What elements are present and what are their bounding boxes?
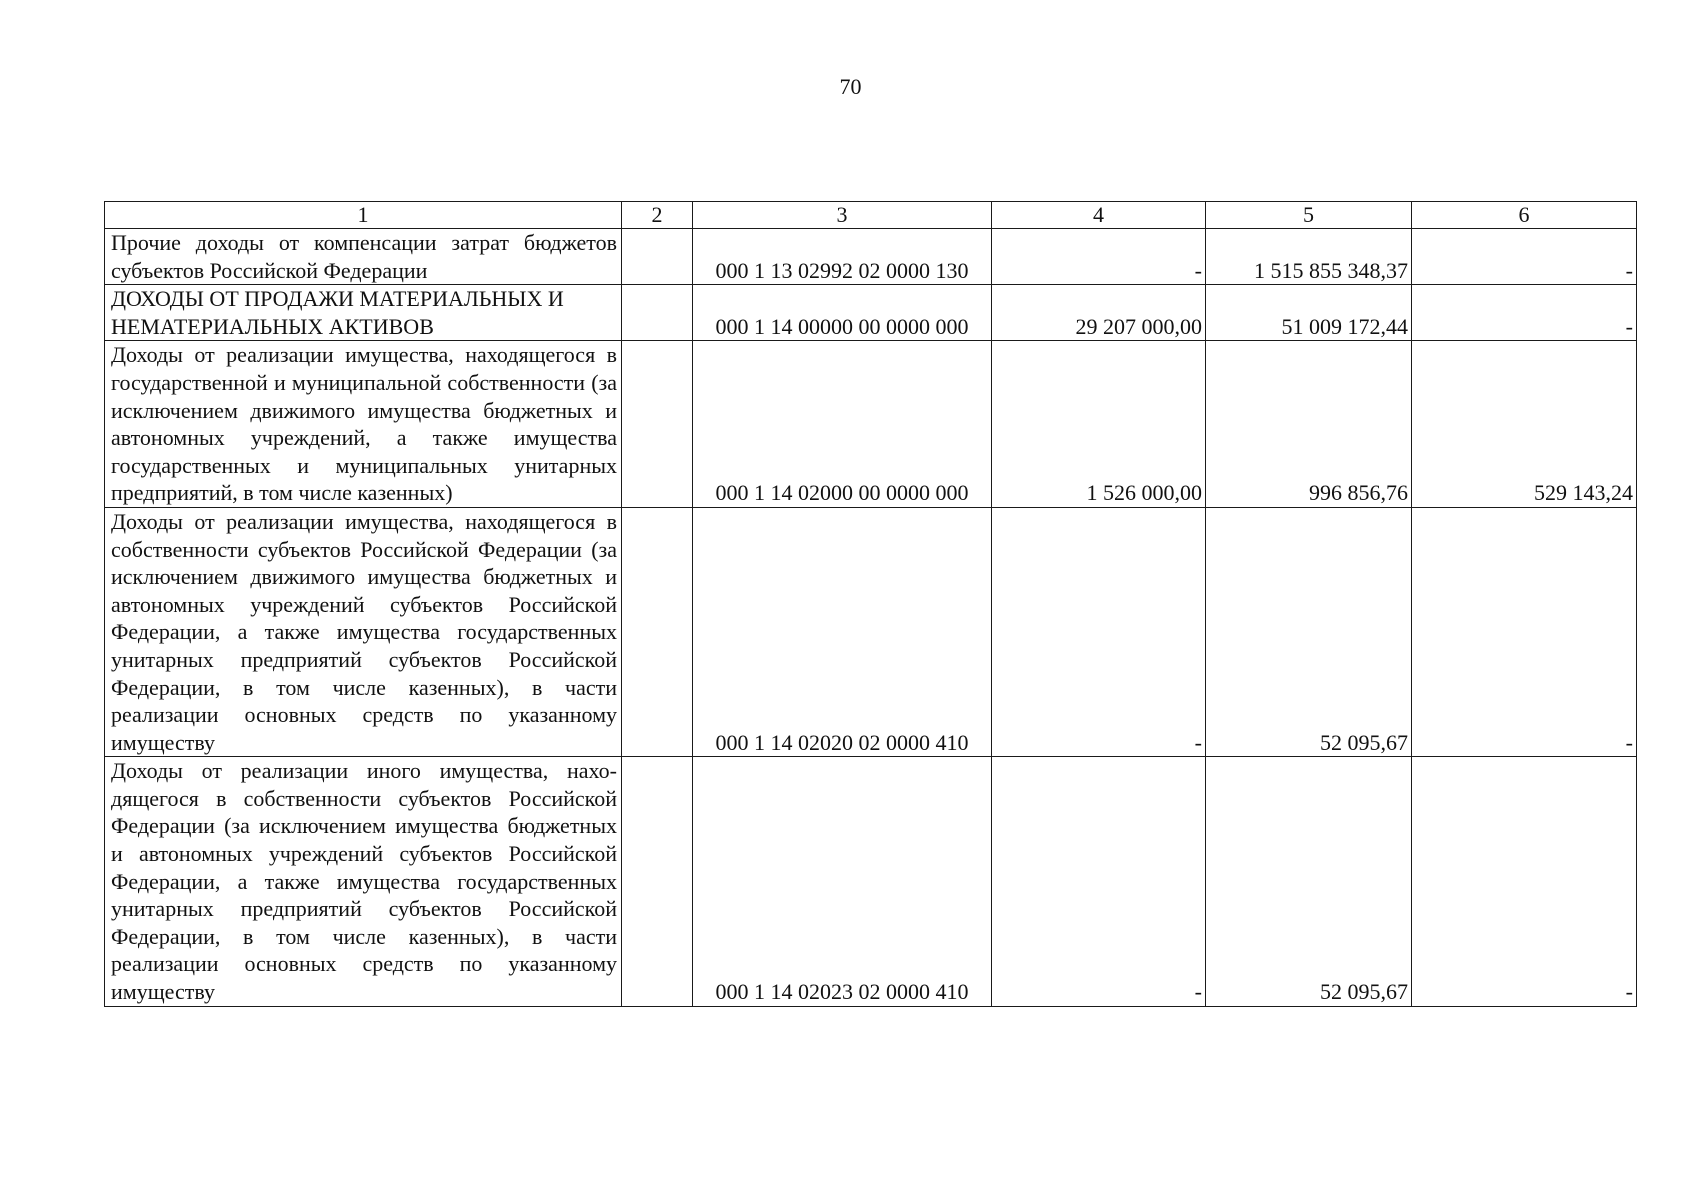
row-col2: [622, 229, 693, 285]
table-row: [105, 341, 1637, 508]
row-col4: -: [992, 757, 1206, 1006]
row-name: ДОХОДЫ ОТ ПРОДАЖИ МАТЕРИАЛЬНЫХ И НЕМАТЕРИАЛЬНЫХ АКТИВОВ: [105, 285, 622, 341]
table-row: [105, 507, 1637, 756]
row-col6: -: [1412, 507, 1637, 756]
row-col4: -: [992, 507, 1206, 756]
row-code: 000 1 13 02992 02 0000 130: [693, 229, 992, 285]
row-code: 000 1 14 00000 00 0000 000: [693, 285, 992, 341]
row-col6: -: [1412, 285, 1637, 341]
row-col4: -: [992, 229, 1206, 285]
header-cell: 2: [622, 202, 693, 229]
row-col5: 52 095,67: [1206, 507, 1412, 756]
row-name: Прочие доходы от компенсации затрат бюджетов субъектов Российской Федерации: [105, 229, 622, 285]
header-cell: 3: [693, 202, 992, 229]
table-row: [105, 757, 1637, 1006]
row-col5: 51 009 172,44: [1206, 285, 1412, 341]
row-col5: 52 095,67: [1206, 757, 1412, 1006]
header-cell: 1: [105, 202, 622, 229]
row-col4: 29 207 000,00: [992, 285, 1206, 341]
row-col6: -: [1412, 757, 1637, 1006]
table-header-row: [105, 202, 1637, 229]
row-col4: 1 526 000,00: [992, 341, 1206, 508]
table-row: [105, 285, 1637, 341]
row-code: 000 1 14 02020 02 0000 410: [693, 507, 992, 756]
row-code: 000 1 14 02000 00 0000 000: [693, 341, 992, 508]
page-number: 70: [839, 74, 862, 99]
header-cell: 6: [1412, 202, 1637, 229]
row-col2: [622, 507, 693, 756]
row-col2: [622, 757, 693, 1006]
row-col5: 996 856,76: [1206, 341, 1412, 508]
table-row: [105, 229, 1637, 285]
budget-table: [104, 201, 1637, 1007]
row-name: Доходы от реализации имущества, находящегося в государственной и муниципальной собственности (за исключением движимого имущества бюджетных и автономных учреждений, а также имущества государственных и муниципальных унитарных предприятий, в том числе казенных): [105, 341, 622, 508]
row-col5: 1 515 855 348,37: [1206, 229, 1412, 285]
row-col6: 529 143,24: [1412, 341, 1637, 508]
row-name: Доходы от реализации иного имущества, находящегося в собственности субъектов Российской Федерации (за исключением имущества бюджетных и автономных учреждений субъектов Российской Федерации, а также имущества государственных унитарных предприятий субъектов Российской Федерации, в том числе казенных), в части реализации основных средств по указанному имуществу: [105, 757, 622, 1006]
row-name: Доходы от реализации имущества, находящегося в собственности субъектов Российской Федерации (за исключением движимого имущества бюджетных и автономных учреждений субъектов Российской Федерации, а также имущества государственных унитарных предприятий субъектов Российской Федерации, в том числе казенных), в части реализации основных средств по указанному имуществу: [105, 507, 622, 756]
row-col6: -: [1412, 229, 1637, 285]
row-col2: [622, 341, 693, 508]
header-cell: 5: [1206, 202, 1412, 229]
header-cell: 4: [992, 202, 1206, 229]
row-col2: [622, 285, 693, 341]
row-code: 000 1 14 02023 02 0000 410: [693, 757, 992, 1006]
